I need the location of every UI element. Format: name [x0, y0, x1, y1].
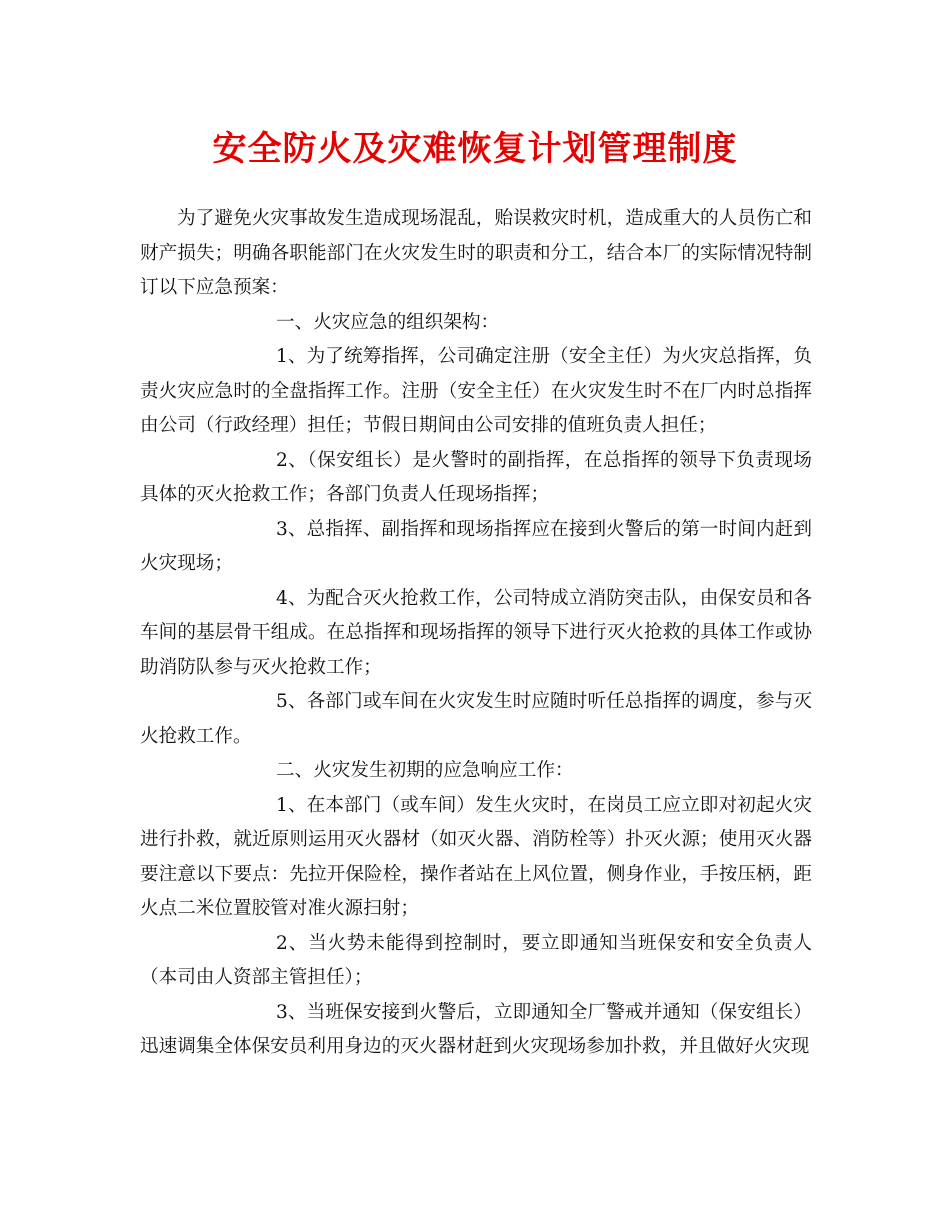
- paragraph-2-2: 2、当火势未能得到控制时，要立即通知当班保安和安全负责人（本司由人资部主管担任）；: [140, 932, 812, 988]
- paragraph-1-1: 1、为了统筹指挥，公司确定注册（安全主任）为火灾总指挥，负责火灾应急时的全盘指挥工作。注册（安全主任）在火灾发生时不在厂内时总指挥由公司（行政经理）担任；节假日期间由公司安排的值班负责人担任；: [140, 346, 812, 436]
- paragraph-intro: 为了避免火灾事故发生造成现场混乱，贻误救灾时机，造成重大的人员伤亡和财产损失；明确各职能部门在火灾发生时的职责和分工，结合本厂的实际情况特制订以下应急预案：: [140, 208, 812, 298]
- paragraph-1-5: 5、各部门或车间在火灾发生时应随时听任总指挥的调度，参与灭火抢救工作。: [140, 691, 812, 747]
- heading-section-2: 二、火灾发生初期的应急响应工作：: [276, 760, 574, 781]
- document-body: [140, 202, 812, 1065]
- document-title: 安全防火及灾难恢复计划管理制度: [212, 129, 738, 169]
- paragraph-1-3: 3、总指挥、副指挥和现场指挥应在接到火警后的第一时间内赶到火灾现场；: [140, 518, 812, 574]
- paragraph-1-2: 2、（保安组长）是火警时的副指挥，在总指挥的领导下负责现场具体的灭火抢救工作；各部门负责人任现场指挥；: [140, 449, 812, 505]
- paragraph-1-4: 4、为配合灭火抢救工作，公司特成立消防突击队，由保安员和各车间的基层骨干组成。在总指挥和现场指挥的领导下进行灭火抢救的具体工作或协助消防队参与灭火抢救工作；: [140, 587, 812, 678]
- paragraph-2-1: 1、在本部门（或车间）发生火灾时，在岗员工应立即对初起火灾进行扑救，就近原则运用灭火器材（如灭火器、消防栓等）扑灭火源；使用灭火器要注意以下要点：先拉开保险栓，操作者站在上风位置，侧身作业，手按压柄，距火点二米位置胶管对准火源扫射；: [140, 794, 812, 919]
- paragraph-2-3: 3、当班保安接到火警后，立即通知全厂警戒并通知（保安组长）迅速调集全体保安员利用身边的灭火器材赶到火灾现场参加扑救，并且做好火灾现: [140, 1001, 812, 1057]
- heading-section-1: 一、火灾应急的组织架构：: [276, 311, 500, 333]
